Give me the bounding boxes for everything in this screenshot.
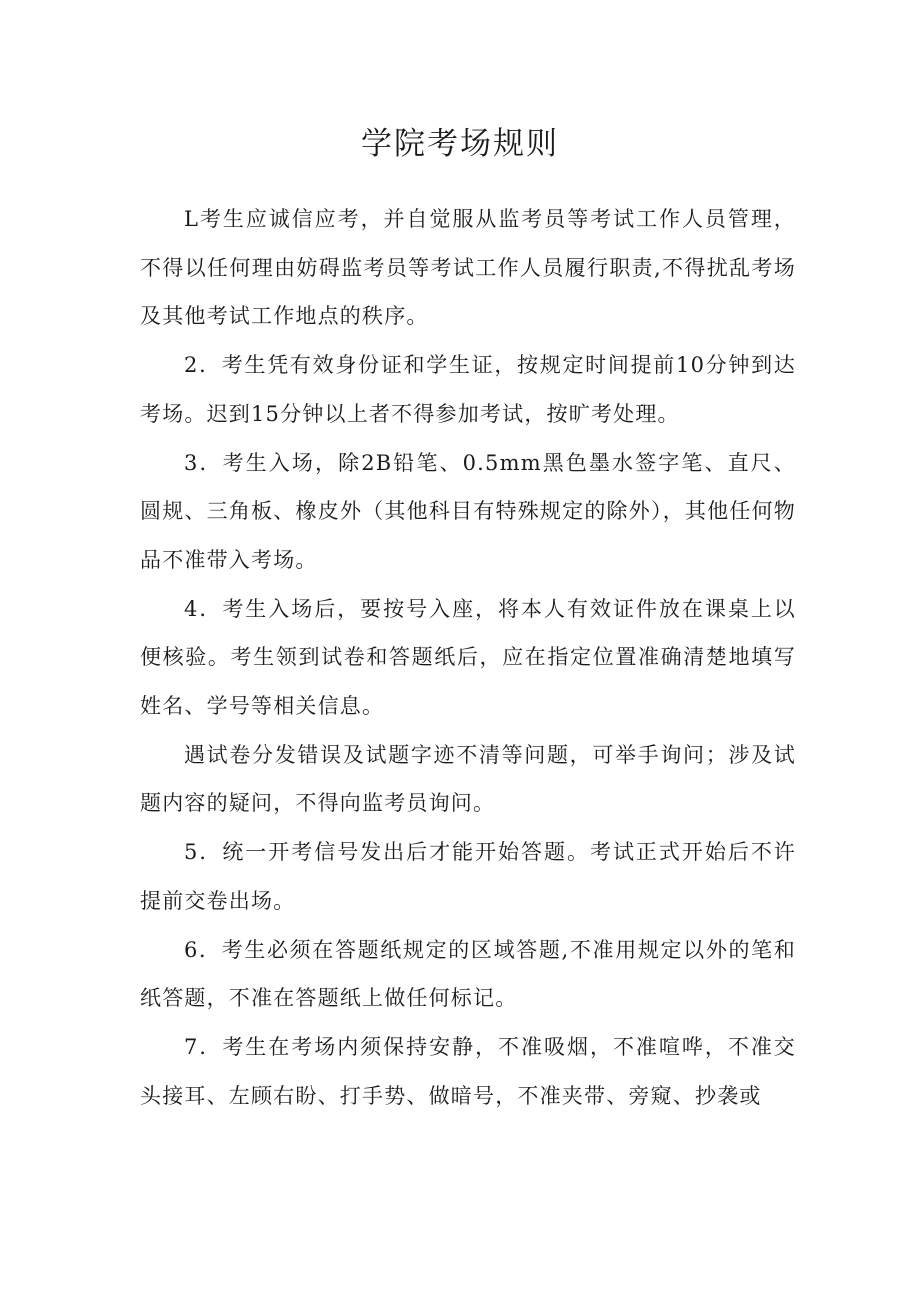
- rule-paragraph-4-note: 遇试卷分发错误及试题字迹不清等问题，可举手询问；涉及试题内容的疑问，不得向监考员询问。: [140, 742, 796, 816]
- rule-paragraph-7: 7．考生在考场内须保持安静，不准吸烟，不准喧哗，不准交头接耳、左顾右盼、打手势、做暗号，不准夹带、旁窥、抄袭或: [140, 1034, 796, 1108]
- rule-paragraph-2: 2．考生凭有效身份证和学生证，按规定时间提前10分钟到达考场。迟到15分钟以上者不得参加考试，按旷考处理。: [140, 353, 796, 426]
- rule-paragraph-6: 6．考生必须在答题纸规定的区域答题,不准用规定以外的笔和纸答题，不准在答题纸上做任何标记。: [140, 937, 796, 1011]
- document-title: 学院考场规则: [361, 126, 559, 162]
- rule-paragraph-3: 3．考生入场，除2B铅笔、0.5mm黑色墨水签字笔、直尺、圆规、三角板、橡皮外（其他科目有特殊规定的除外），其他任何物品不准带入考场。: [140, 450, 796, 572]
- document-body: [140, 195, 796, 1120]
- rule-paragraph-4: 4．考生入场后，要按号入座，将本人有效证件放在课桌上以便核验。考生领到试卷和答题纸后，应在指定位置准确清楚地填写姓名、学号等相关信息。: [140, 596, 796, 719]
- rule-paragraph-5: 5．统一开考信号发出后才能开始答题。考试正式开始后不许提前交卷出场。: [140, 840, 796, 913]
- rule-paragraph-1: L考生应诚信应考，并自觉服从监考员等考试工作人员管理，不得以任何理由妨碍监考员等考试工作人员履行职责,不得扰乱考场及其他考试工作地点的秩序。: [140, 207, 796, 329]
